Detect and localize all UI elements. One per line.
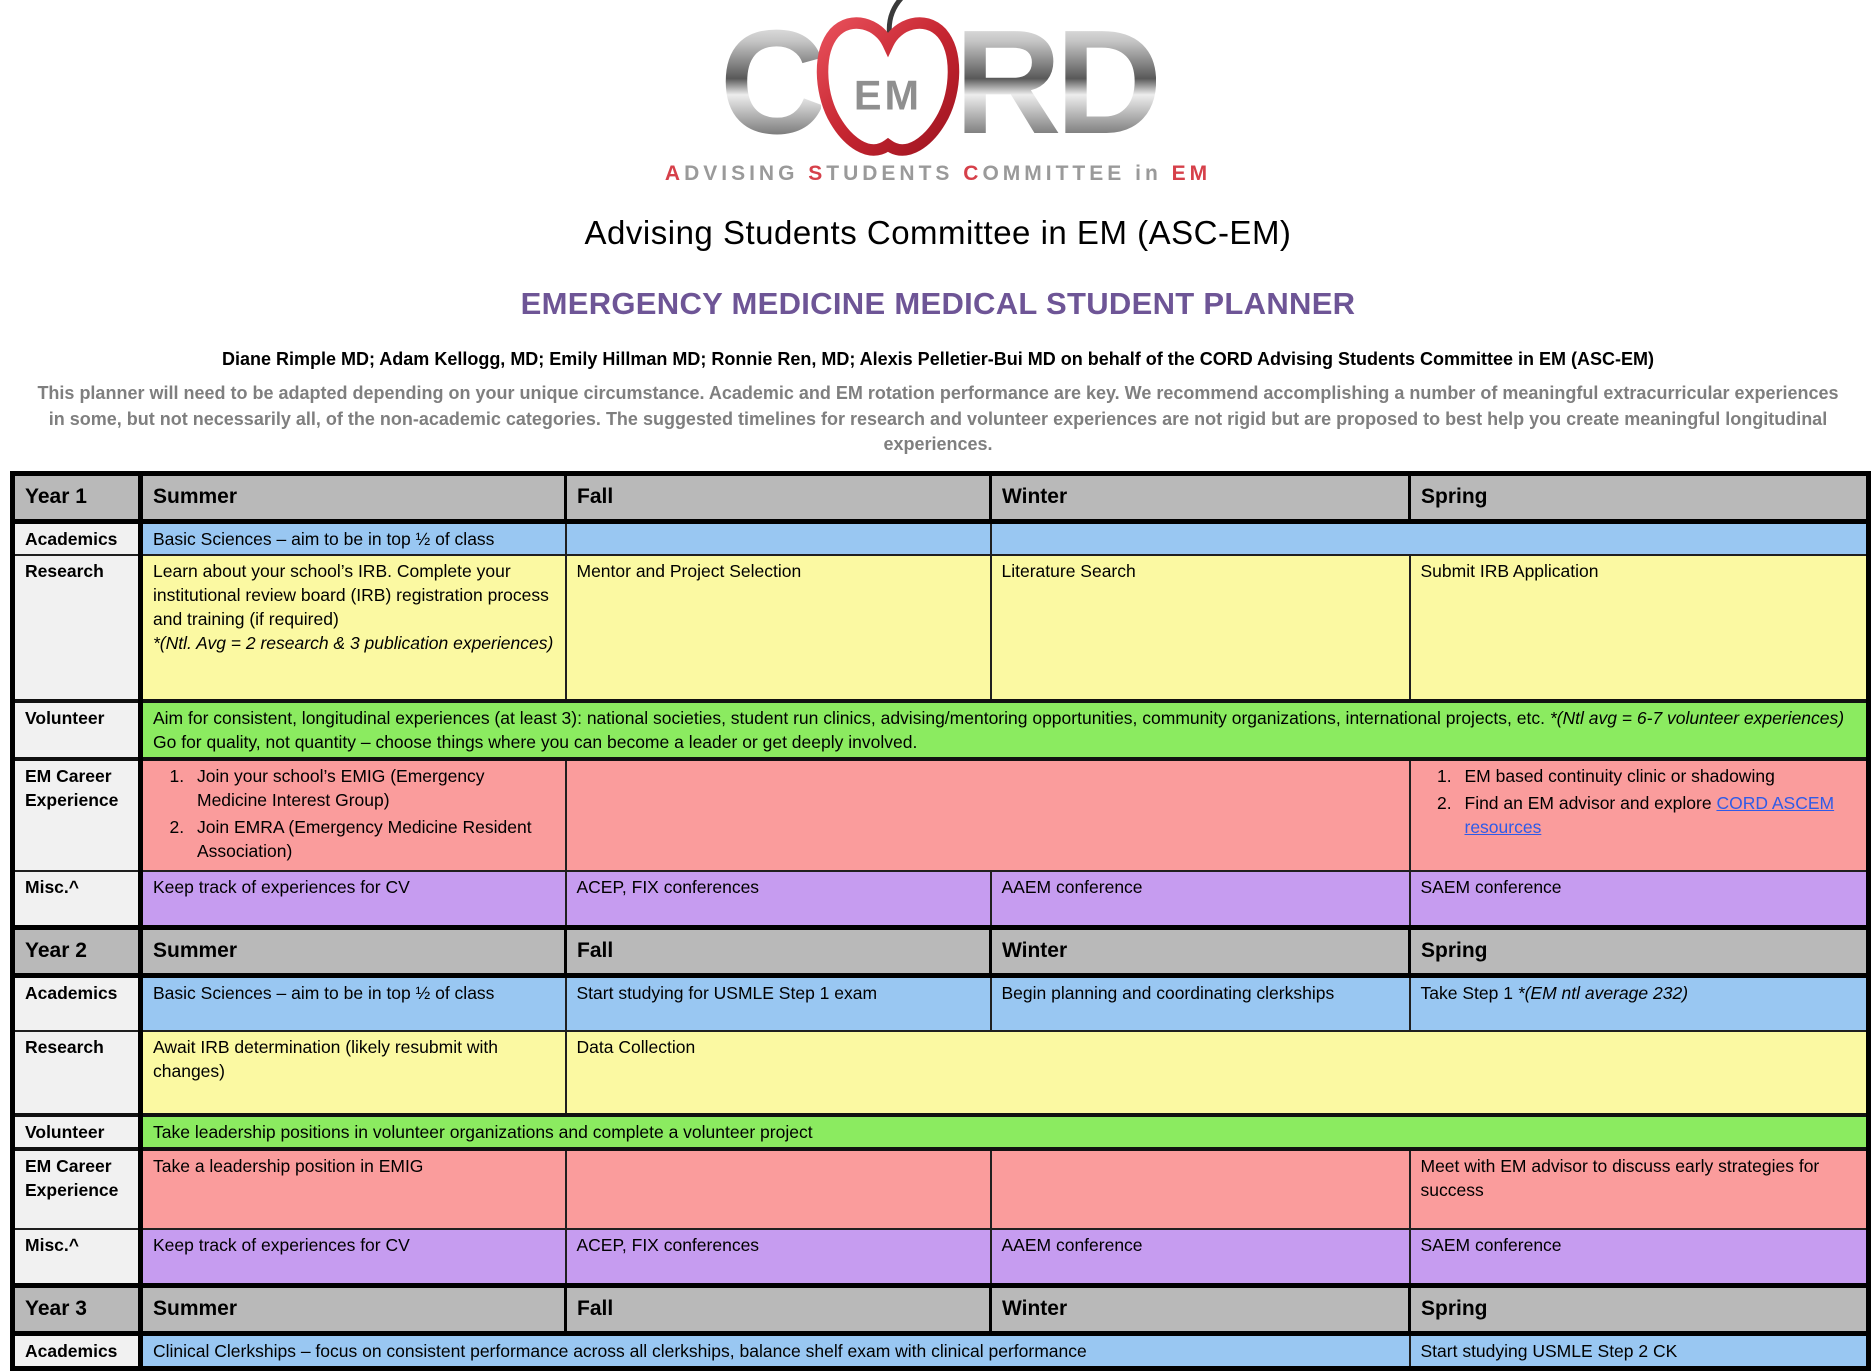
year1-em-career-spring-cell [1410, 759, 1869, 871]
year2-academics-spring-cell [1410, 975, 1869, 1031]
year1-winter-header: Winter [991, 473, 1410, 521]
logo-letter-c: C [719, 0, 821, 165]
year1-misc-row [13, 871, 1869, 927]
planner-title: EMERGENCY MEDICINE MEDICAL STUDENT PLANNER [520, 286, 1356, 321]
year3-spring-header: Spring [1410, 1285, 1869, 1333]
year2-research-label: Research [13, 1031, 141, 1115]
apple-icon [809, 0, 967, 165]
year1-misc-summer-cell: Keep track of experiences for CV [141, 871, 566, 927]
year2-research-fall-spring-cell: Data Collection [566, 1031, 1869, 1115]
year1-misc-label: Misc.^ [13, 871, 141, 927]
year1-research-label: Research [13, 555, 141, 701]
list-item: 1. EM based continuity clinic or shadowing [1457, 764, 1857, 788]
em-career-summer-list [153, 764, 555, 864]
year2-research-row [13, 1031, 1869, 1115]
year1-volunteer-cell [141, 701, 1869, 759]
year2-em-career-winter-cell [991, 1149, 1410, 1229]
document-title: Advising Students Committee in EM (ASC-EM) [584, 214, 1292, 251]
year1-misc-winter-cell: AAEM conference [991, 871, 1410, 927]
year2-label: Year 2 [13, 927, 141, 975]
intro-paragraph: This planner will need to be adapted depending on your unique circumstance. Academic and EM rotation performance are key. We recommend accomplishing a number of meaningful extracurricular experiences in some, but not necessarily all, of the non-academic categories. The suggested timelines for research and volunteer experiences are not rigid but are proposed to best help you create meaningful longitudinal experiences. [37, 383, 1839, 455]
planner-table [10, 471, 1871, 1371]
apple-em-text: EM [853, 71, 922, 119]
list-item [1457, 791, 1857, 839]
year2-misc-fall-cell: ACEP, FIX conferences [566, 1229, 991, 1285]
year1-em-career-label: EM Career Experience [13, 759, 141, 871]
year3-label: Year 3 [13, 1285, 141, 1333]
year1-summer-header: Summer [141, 473, 566, 521]
year1-em-career-row [13, 759, 1869, 871]
tagline-seg: A [664, 162, 685, 185]
year2-volunteer-row [13, 1115, 1869, 1149]
year2-summer-header: Summer [141, 927, 566, 975]
year1-research-row [13, 555, 1869, 701]
year2-academics-label: Academics [13, 975, 141, 1031]
year2-volunteer-label: Volunteer [13, 1115, 141, 1149]
year2-em-career-row [13, 1149, 1869, 1229]
year1-volunteer-label: Volunteer [13, 701, 141, 759]
year1-research-winter-cell: Literature Search [991, 555, 1410, 701]
year2-volunteer-cell: Take leadership positions in volunteer organizations and complete a volunteer project [141, 1115, 1869, 1149]
year1-spring-header: Spring [1410, 473, 1869, 521]
tagline-seg: TUDENTS [826, 162, 964, 185]
year2-misc-label: Misc.^ [13, 1229, 141, 1285]
year2-header-row [13, 927, 1869, 975]
year3-winter-header: Winter [991, 1285, 1410, 1333]
year1-academics-label: Academics [13, 521, 141, 555]
year1-academics-summer-cell: Basic Sciences – aim to be in top ½ of class [141, 521, 566, 555]
year1-misc-fall-cell: ACEP, FIX conferences [566, 871, 991, 927]
year1-research-spring-cell: Submit IRB Application [1410, 555, 1869, 701]
year3-academics-row [13, 1333, 1869, 1368]
year3-header-row [13, 1285, 1869, 1333]
academics-spring-text: Take Step 1 [1420, 982, 1518, 1003]
tagline-seg: OMMITTEE [982, 162, 1136, 185]
year1-header-row [13, 473, 1869, 521]
academics-spring-note: *(EM ntl average 232) [1517, 982, 1689, 1003]
year1-academics-fall-cell [566, 521, 991, 555]
cord-logo [0, 0, 1876, 165]
year1-volunteer-row [13, 701, 1869, 759]
year2-em-career-spring-cell: Meet with EM advisor to discuss early strategies for success [1410, 1149, 1869, 1229]
year1-label: Year 1 [13, 473, 141, 521]
year2-em-career-fall-cell [566, 1149, 991, 1229]
year1-academics-winter-spring-cell [991, 521, 1869, 555]
volunteer-text: Go for quality, not quantity – choose things where you can become a leader or get deeply involved. [153, 731, 918, 752]
year2-research-summer-cell: Await IRB determination (likely resubmit with changes) [141, 1031, 566, 1115]
year3-summer-header: Summer [141, 1285, 566, 1333]
volunteer-text: Aim for consistent, longitudinal experiences (at least 3): national societies, student run clinics, advising/mentoring opportunities, community organizations, international projects, etc. [153, 707, 1550, 728]
year1-em-career-summer-cell [141, 759, 566, 871]
tagline-seg: EM [1171, 162, 1212, 185]
authors-byline: Diane Rimple MD; Adam Kellogg, MD; Emily Hillman MD; Ronnie Ren, MD; Alexis Pelletier-Bui MD on behalf of the CORD Advising Students Committee in EM (ASC-EM) [221, 349, 1655, 369]
year2-misc-row [13, 1229, 1869, 1285]
year2-academics-row [13, 975, 1869, 1031]
year1-misc-spring-cell: SAEM conference [1410, 871, 1869, 927]
logo-letters-rd: RD [954, 0, 1157, 165]
list-item-text: Find an EM advisor and explore [1464, 793, 1717, 814]
cord-ascem-resources-link[interactable]: CORD ASCEM resources [1464, 793, 1835, 838]
year2-em-career-label: EM Career Experience [13, 1149, 141, 1229]
year2-spring-header: Spring [1410, 927, 1869, 975]
list-item: 2. Join EMRA (Emergency Medicine Resident Association) [189, 815, 555, 863]
year1-academics-row [13, 521, 1869, 555]
year1-fall-header: Fall [566, 473, 991, 521]
year3-academics-spring-cell: Start studying USMLE Step 2 CK [1410, 1333, 1869, 1368]
year1-research-fall-cell: Mentor and Project Selection [566, 555, 991, 701]
research-summer-text: Learn about your school’s IRB. Complete your institutional review board (IRB) registration process and training (if required) [153, 560, 549, 630]
logo-tagline [0, 162, 1876, 186]
year3-fall-header: Fall [566, 1285, 991, 1333]
year2-academics-winter-cell: Begin planning and coordinating clerkships [991, 975, 1410, 1031]
year1-em-career-fall-winter-cell [566, 759, 1410, 871]
year1-research-summer-cell [141, 555, 566, 701]
year2-academics-fall-cell: Start studying for USMLE Step 1 exam [566, 975, 991, 1031]
year2-misc-summer-cell: Keep track of experiences for CV [141, 1229, 566, 1285]
tagline-seg: DVISING [684, 162, 809, 185]
year2-misc-spring-cell: SAEM conference [1410, 1229, 1869, 1285]
year2-fall-header: Fall [566, 927, 991, 975]
year2-academics-summer-cell: Basic Sciences – aim to be in top ½ of class [141, 975, 566, 1031]
list-item: 1. Join your school’s EMIG (Emergency Medicine Interest Group) [189, 764, 555, 812]
tagline-seg: C [963, 162, 983, 185]
year2-em-career-summer-cell: Take a leadership position in EMIG [141, 1149, 566, 1229]
year2-misc-winter-cell: AAEM conference [991, 1229, 1410, 1285]
year3-academics-summer-winter-cell: Clinical Clerkships – focus on consistent performance across all clerkships, balance shelf exam with clinical performance [141, 1333, 1410, 1368]
year3-academics-label: Academics [13, 1333, 141, 1368]
tagline-seg: in [1135, 162, 1172, 185]
volunteer-note: *(Ntl avg = 6-7 volunteer experiences) [1549, 707, 1845, 728]
year2-winter-header: Winter [991, 927, 1410, 975]
research-summer-note: *(Ntl. Avg = 2 research & 3 publication experiences) [153, 633, 554, 654]
tagline-seg: S [808, 162, 827, 185]
em-career-spring-list [1421, 764, 1857, 839]
